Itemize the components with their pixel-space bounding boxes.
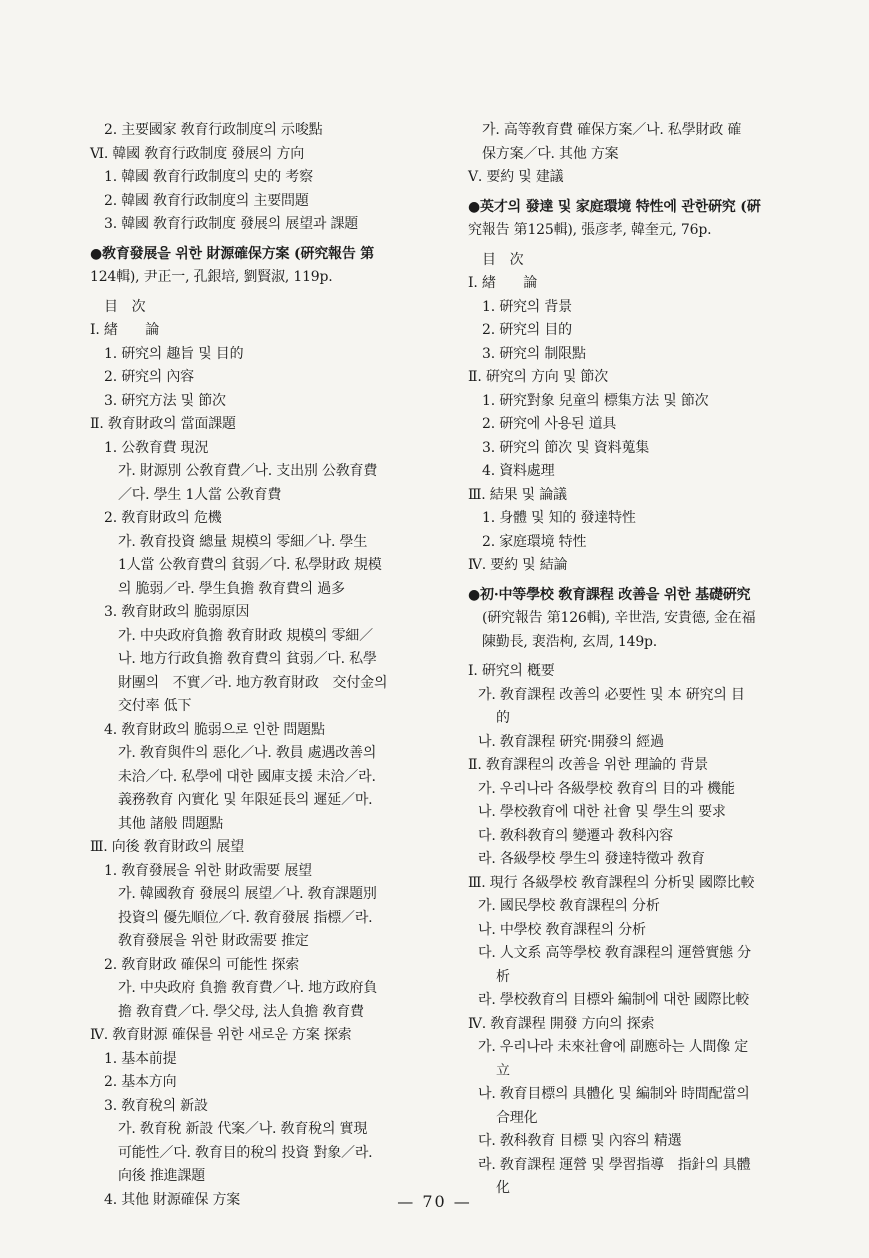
toc-line: 나. 中學校 敎育課程의 分析 [478,921,646,938]
toc-line: 3. 敎育財政의 脆弱原因 [104,604,250,620]
toc-line: Ⅱ. 敎育課程의 改善을 위한 理論的 背景 [468,757,708,773]
toc-line: 2. 敎育財政의 危機 [104,510,222,526]
toc-line: Ⅲ. 向後 敎育財政의 展望 [90,839,245,855]
right-column [468,119,818,1201]
toc-line: 1. 身體 및 知的 發達特性 [482,510,636,526]
toc-line: Ⅳ. 要約 및 結論 [468,557,568,573]
toc-line: 2. 硏究의 目的 [482,322,572,338]
toc-line: 3. 敎育稅의 新設 [104,1097,208,1114]
toc-line: 交付率 低下 [118,698,192,714]
toc-line: Ⅲ. 結果 및 論議 [468,486,567,503]
toc-line: 2. 家庭環境 特性 [482,533,587,550]
toc-line: 가. 우리나라 各級學校 敎育의 目的과 機能 [478,780,735,797]
report-heading-line: ●敎育發展을 위한 財源確保方案 (硏究報告 第 [90,245,375,262]
toc-line: 2. 敎育財政 確保의 可能性 探索 [104,956,300,973]
toc-line: 3. 韓國 敎育行政制度 發展의 展望과 課題 [104,216,359,232]
toc-line: 2. 主要國家 敎育行政制度의 示唆點 [104,122,323,138]
toc-line: 1. 硏究의 趣旨 및 目的 [104,345,244,362]
toc-line: 化 [496,1180,510,1196]
toc-line: 2. 硏究의 內容 [104,369,194,385]
toc-line: 라. 學校敎育의 目標와 編制에 대한 國際比較 [478,992,750,1008]
toc-line: 4. 敎育財政의 脆弱으로 인한 問題點 [104,721,325,738]
toc-line: Ⅰ. 緖 論 [90,322,160,338]
toc-line: 3. 硏究의 制限點 [482,345,586,362]
toc-line: 다. 人文系 高等學校 敎育課程의 運營實態 分 [478,945,751,961]
toc-line: 가. 高等敎育費 確保方案／나. 私學財政 確 [482,122,742,138]
toc-line: Ⅱ. 硏究의 方向 및 節次 [468,369,609,385]
toc-line: 財團의 不實／라. 地方敎育財政 交付金의 [118,674,388,691]
toc-line: 擔 敎育費／다. 學父母, 法人負擔 敎育費 [118,1003,364,1020]
toc-line: 2. 基本方向 [104,1074,177,1090]
toc-line: 가. 中央政府負擔 敎育財政 規模의 零細／ [118,627,373,644]
toc-line: 가. 中央政府 負擔 敎育費／나. 地方政府負 [118,980,378,996]
toc-line: 라. 各級學校 學生의 發達特徵과 敎育 [478,851,705,867]
toc-line: 1. 敎育發展을 위한 財政需要 展望 [104,862,312,879]
toc-line: 4. 資料處理 [482,463,555,479]
toc-line: 義務敎育 內實化 및 年限延長의 遲延／마. [118,792,373,808]
toc-line: 4. 其他 財源確保 方案 [104,1191,241,1208]
toc-line: Ⅳ. 敎育課程 開發 方向의 探索 [468,1015,655,1032]
toc-line: 合理化 [496,1109,538,1126]
toc-line: 나. 敎育課程 硏究·開發의 經過 [478,733,664,750]
toc-line: 124輯), 尹正一, 孔銀培, 劉賢淑, 119p. [90,269,333,285]
toc-line: 가. 敎育稅 新設 代案／나. 敎育稅의 實現 [118,1121,368,1137]
toc-line: 2. 硏究에 사용된 道具 [482,416,617,432]
toc-line: 가. 韓國敎育 發展의 展望／나. 敎育課題別 [118,886,377,902]
toc-line: 投資의 優先順位／다. 敎育發展 指標／라. [118,909,373,926]
toc-line: 의 脆弱／라. 學生負擔 敎育費의 過多 [118,580,345,597]
toc-line: 나. 學校敎育에 대한 社會 및 學生의 要求 [478,804,726,820]
toc-line: (硏究報告 第126輯), 辛世浩, 安貴德, 金在福 [482,610,756,626]
toc-line: 다. 敎科敎育의 變遷과 敎科內容 [478,827,673,844]
toc-line: Ⅰ. 緖 論 [468,275,538,291]
toc-line: 1人當 公敎育費의 貧弱／다. 私學財政 規模 [118,557,382,573]
left-column [90,119,440,1212]
toc-line: 가. 國民學校 敎育課程의 分析 [478,898,660,914]
toc-line: 敎育發展을 위한 財政需要 推定 [118,933,309,949]
toc-line: 3. 硏究의 節次 및 資料蒐集 [482,439,650,456]
toc-line: 向後 推進課題 [118,1168,206,1184]
toc-line: 1. 韓國 敎育行政制度의 史的 考察 [104,169,313,185]
toc-line: 1. 公敎育費 現況 [104,439,209,456]
toc-line: 가. 敎育課程 改善의 必要性 및 本 硏究의 目 [478,686,745,703]
toc-line: 나. 地方行政負擔 敎育費의 貧弱／다. 私學 [118,651,377,667]
toc-line: Ⅰ. 硏究의 槪要 [468,663,555,679]
toc-line: 가. 敎育投資 總量 規模의 零細／나. 學生 [118,533,368,550]
page-number: — 70 — [397,1192,472,1211]
toc-line: 保方案／다. 其他 方案 [482,145,619,162]
toc-line: 나. 敎育目標의 具體化 및 編制와 時間配當의 [478,1086,750,1102]
toc-line: 2. 韓國 敎育行政制度의 主要問題 [104,192,309,209]
toc-line: 其他 諸般 問題點 [118,815,224,832]
toc-line: 未洽／다. 私學에 대한 國庫支援 未洽／라. [118,768,376,785]
toc-line: 1. 基本前提 [104,1050,177,1067]
toc-line: Ⅳ. 敎育財源 確保를 위한 새로운 方案 探索 [90,1027,352,1043]
toc-line: 다. 敎科敎育 目標 및 內容의 精選 [478,1133,682,1149]
report-heading-line: ●英才의 發達 및 家庭環境 特性에 관한硏究 (硏 [468,198,761,215]
toc-line: ／다. 學生 1人當 公敎育費 [118,486,282,503]
toc-line: 的 [496,710,510,726]
toc-line: 가. 敎育與件의 惡化／나. 敎員 處遇改善의 [118,745,377,761]
report-heading-line: ●初·中等學校 敎育課程 改善을 위한 基礎硏究 [468,586,751,603]
toc-line: 析 [496,968,510,985]
toc-line: Ⅱ. 敎育財政의 當面課題 [90,416,236,432]
toc-line: 1. 硏究의 背景 [482,298,572,315]
toc-line: 目 次 [104,298,146,315]
toc-line: 立 [496,1062,510,1079]
toc-line: 3. 硏究方法 및 節次 [104,392,226,409]
toc-line: 라. 敎育課程 運營 및 學習指導 指針의 具體 [478,1156,751,1173]
toc-line: Ⅵ. 韓國 敎育行政制度 發展의 方向 [90,145,305,162]
toc-line: 目 次 [482,251,524,268]
toc-line: 究報告 第125輯), 張彦孝, 韓奎元, 76p. [468,222,712,238]
toc-line: 1. 硏究對象 兒童의 標集方法 및 節次 [482,392,709,409]
toc-line: 가. 우리나라 未來社會에 副應하는 人間像 定 [478,1039,749,1055]
toc-line: Ⅲ. 現行 各級學校 敎育課程의 分析및 國際比較 [468,874,755,891]
toc-line: 가. 財源別 公敎育費／나. 支出別 公敎育費 [118,463,378,479]
toc-line: Ⅴ. 要約 및 建議 [468,169,564,185]
toc-line: 可能性／다. 敎育目的稅의 投資 對象／라. [118,1144,373,1161]
toc-line: 陳勤長, 裵浩枸, 玄周, 149p. [482,633,658,650]
